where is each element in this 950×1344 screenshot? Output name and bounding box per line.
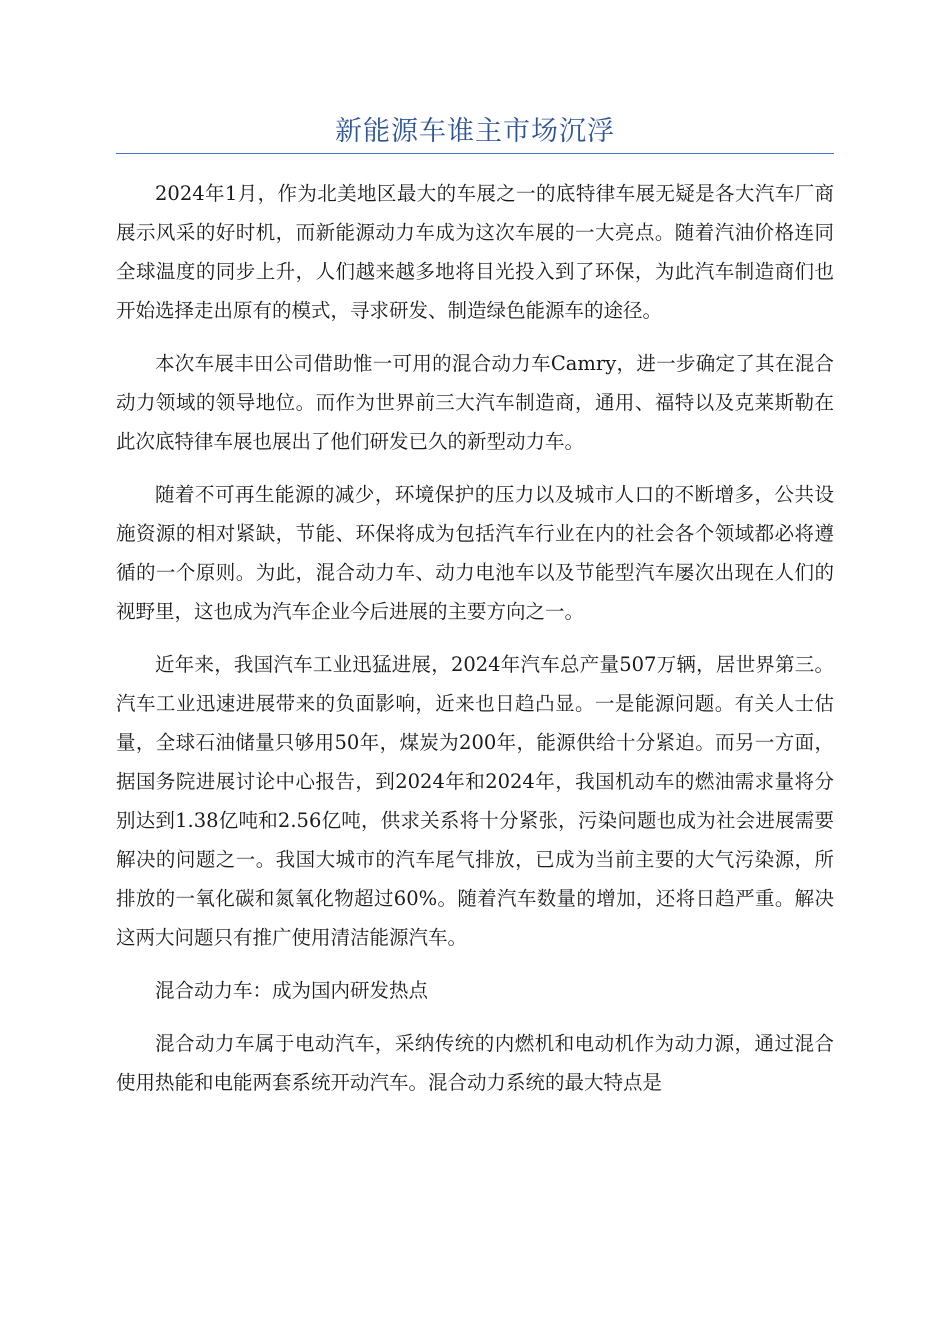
paragraph-4: 近年来，我国汽车工业迅猛进展，2024年汽车总产量507万辆，居世界第三。汽车工业迅速进展带来的负面影响，近来也日趋凸显。一是能源问题。有关人士估量，全球石油储量只够用50年，煤炭为200年，能源供给十分紧迫。而另一方面，据国务院进展讨论中心报告，到2024年和2024年，我国机动车的燃油需求量将分别达到1.38亿吨和2.56亿吨，供求关系将十分紧张，污染问题也成为社会进展需要解决的问题之一。我国大城市的汽车尾气排放，已成为当前主要的大气污染源，所排放的一氧化碳和氮氧化物超过60%。随着汽车数量的增加，还将日趋严重。解决这两大问题只有推广使用清洁能源汽车。 (116, 653, 834, 949)
paragraph-3: 随着不可再生能源的减少，环境保护的压力以及城市人口的不断增多，公共设施资源的相对紧缺，节能、环保将成为包括汽车行业在内的社会各个领域都必将遵循的一个原则。为此，混合动力车、动力电池车以及节能型汽车屡次出现在人们的视野里，这也成为汽车企业今后进展的主要方向之一。 (116, 483, 834, 623)
document-title: 新能源车谁主市场沉浮 (335, 116, 615, 147)
paragraph-2: 本次车展丰田公司借助惟一可用的混合动力车Camry，进一步确定了其在混合动力领域的领导地位。而作为世界前三大汽车制造商，通用、福特以及克莱斯勒在此次底特律车展也展出了他们研发已久的新型动力车。 (116, 352, 834, 453)
section-heading: 混合动力车：成为国内研发热点 (155, 979, 429, 1002)
document-body (116, 174, 834, 1116)
paragraph-5: 混合动力车属于电动汽车，采纳传统的内燃机和电动机作为动力源，通过混合使用热能和电能两套系统开动汽车。混合动力系统的最大特点是 (116, 1032, 834, 1094)
paragraph-1: 2024年1月，作为北美地区最大的车展之一的底特律车展无疑是各大汽车厂商展示风采的好时机，而新能源动力车成为这次车展的一大亮点。随着汽油价格连同全球温度的同步上升，人们越来越多地将目光投入到了环保，为此汽车制造商们也开始选择走出原有的模式，寻求研发、制造绿色能源车的途径。 (116, 182, 834, 322)
title-underline-rule (116, 153, 834, 154)
